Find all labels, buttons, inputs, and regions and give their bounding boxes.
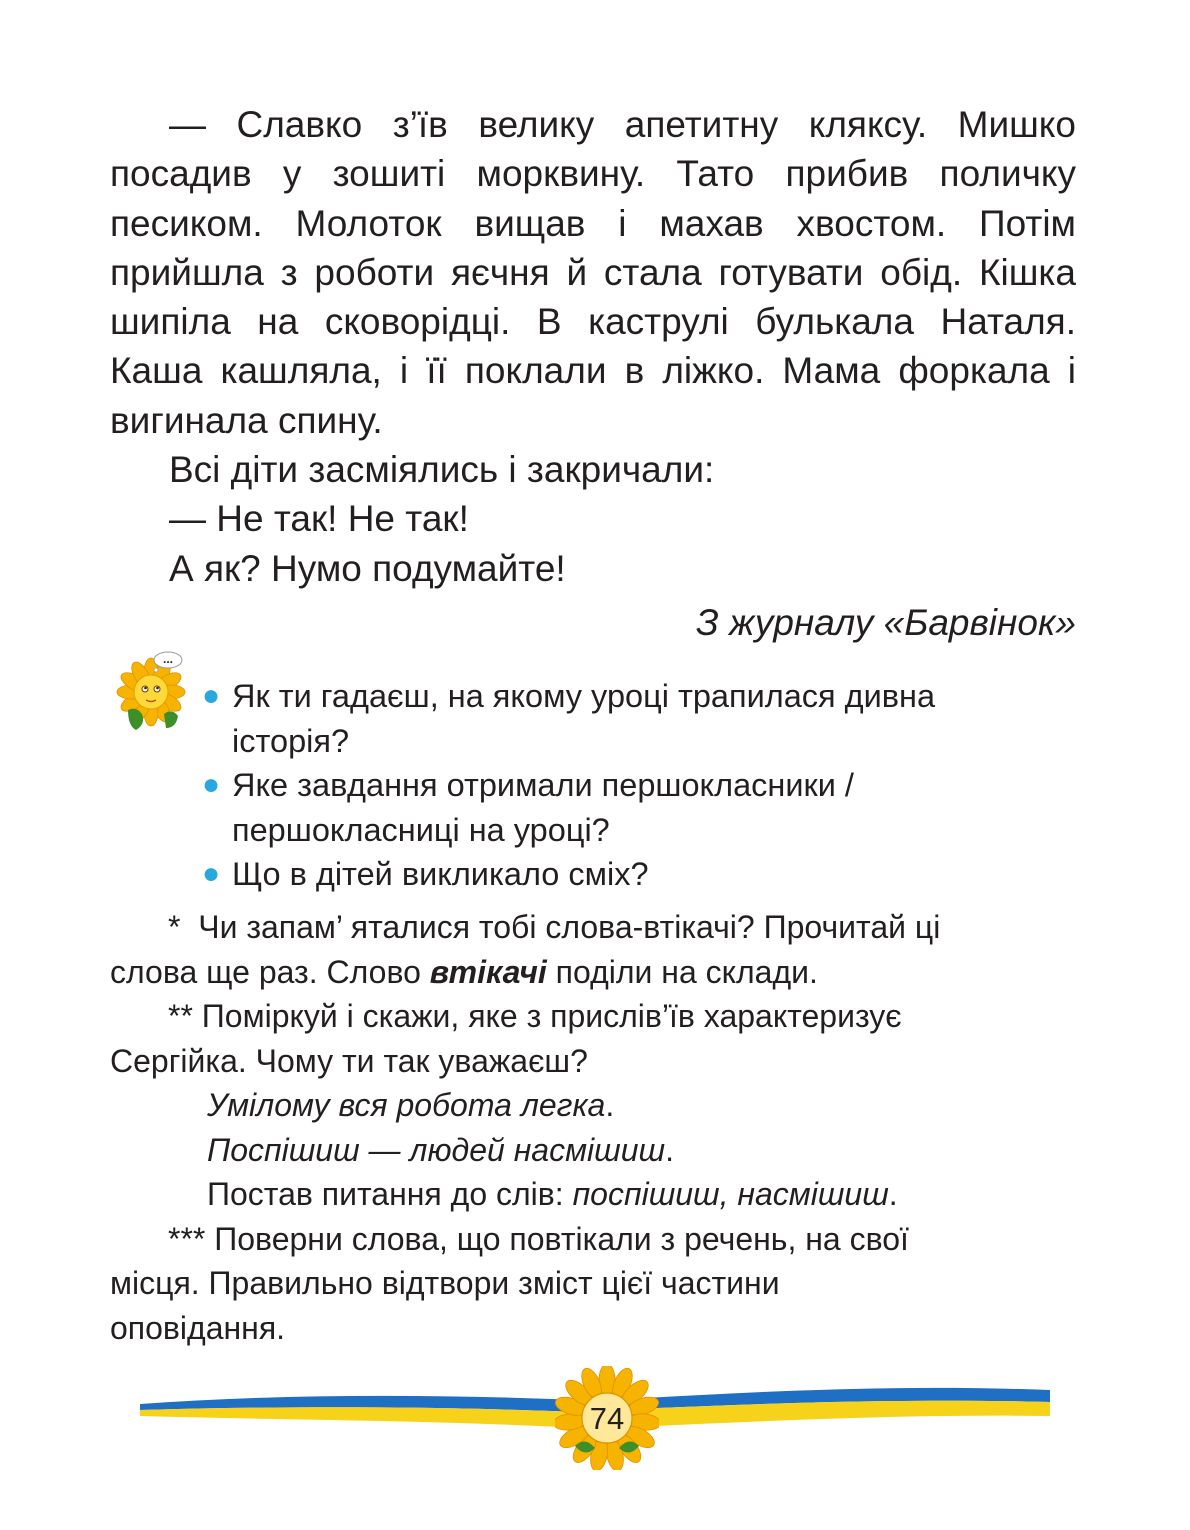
task-3-line: місця. Правильно відтвори зміст цієї частини <box>110 1265 780 1301</box>
bullet-icon: ● <box>202 768 221 801</box>
story-line: прийшла з роботи яєчня й стала готувати обід. Кішка <box>110 251 1076 293</box>
question-line: історія? <box>232 722 350 759</box>
story-attribution: З журналу «Барвінок» <box>695 601 1076 643</box>
story-line: посадив у зошиті морквину. Тато прибив поличку <box>110 153 1076 195</box>
story-line: шипіла на сковорідці. В каструлі булькала Наталя. <box>110 301 1076 343</box>
bullet-icon: ● <box>202 857 221 890</box>
task-1-marker: * <box>168 909 181 945</box>
proverb-end: . <box>665 1131 674 1168</box>
bullet-icon: ● <box>202 679 221 712</box>
proverb-end: . <box>605 1087 615 1123</box>
tasks-section <box>110 905 1050 1350</box>
task-2-line: ** Поміркуй і скажи, яке з прислів’їв характеризує <box>168 998 902 1034</box>
story-line: Каша кашляла, і її поклали в ліжко. Мама форкала і <box>110 350 1076 392</box>
question-item <box>202 674 1072 763</box>
task-1-text: слова ще раз. Слово <box>110 953 430 990</box>
proverb <box>110 1083 1050 1128</box>
sunflower-page-badge <box>555 1366 659 1470</box>
task-1-keyword: втікачі <box>429 953 547 990</box>
thought-bubble-dots: ... <box>162 652 174 666</box>
task-2-line: Сергійка. Чому ти так уважаєш? <box>110 1042 588 1079</box>
task-1-line <box>110 950 1050 995</box>
proverb-text: Поспішиш — людей насмішиш <box>207 1131 666 1168</box>
question-task-words: поспішиш, насмішиш <box>572 1176 889 1212</box>
question-line: першокласниці на уроці? <box>232 811 610 848</box>
task-3-line: оповідання. <box>110 1309 286 1346</box>
question-item <box>202 852 1072 897</box>
task-3-line: *** Поверни слова, що повтікали з речень, на свої <box>168 1220 909 1257</box>
task-1-line <box>110 905 1050 950</box>
page-number: 74 <box>589 1401 625 1436</box>
question-line: Яке завдання отримали першокласники / <box>232 767 854 803</box>
sunflower-thinking-icon <box>106 648 196 738</box>
question-task <box>110 1172 1050 1217</box>
question-item <box>202 763 1072 852</box>
question-task-end: . <box>888 1176 898 1212</box>
story-text <box>110 100 1076 647</box>
story-line: — Славко з’їв велику апетитну кляксу. Мишко <box>169 104 1076 145</box>
proverb-text: Умілому вся робота легка <box>207 1087 606 1123</box>
task-1-text: поділи на склади. <box>546 953 818 990</box>
question-list <box>202 674 1072 897</box>
story-line-question: А як? Нумо подумайте! <box>169 547 566 589</box>
story-line-children: Всі діти засміялись і закричали: <box>169 449 715 491</box>
task-1-text: Чи запам’ яталися тобі слова-втікачі? Прочитай ці <box>198 909 941 945</box>
story-line: песиком. Молоток вищав і махав хвостом. Потім <box>110 202 1076 244</box>
question-line: Що в дітей викликало сміх? <box>232 856 649 892</box>
story-line-exclaim: — Не так! Не так! <box>169 498 469 540</box>
proverb <box>110 1128 1050 1173</box>
question-line: Як ти гадаєш, на якому уроці трапилася дивна <box>232 678 936 714</box>
story-line: вигинала спину. <box>110 399 383 441</box>
question-task-text: Постав питання до слів: <box>207 1176 573 1212</box>
